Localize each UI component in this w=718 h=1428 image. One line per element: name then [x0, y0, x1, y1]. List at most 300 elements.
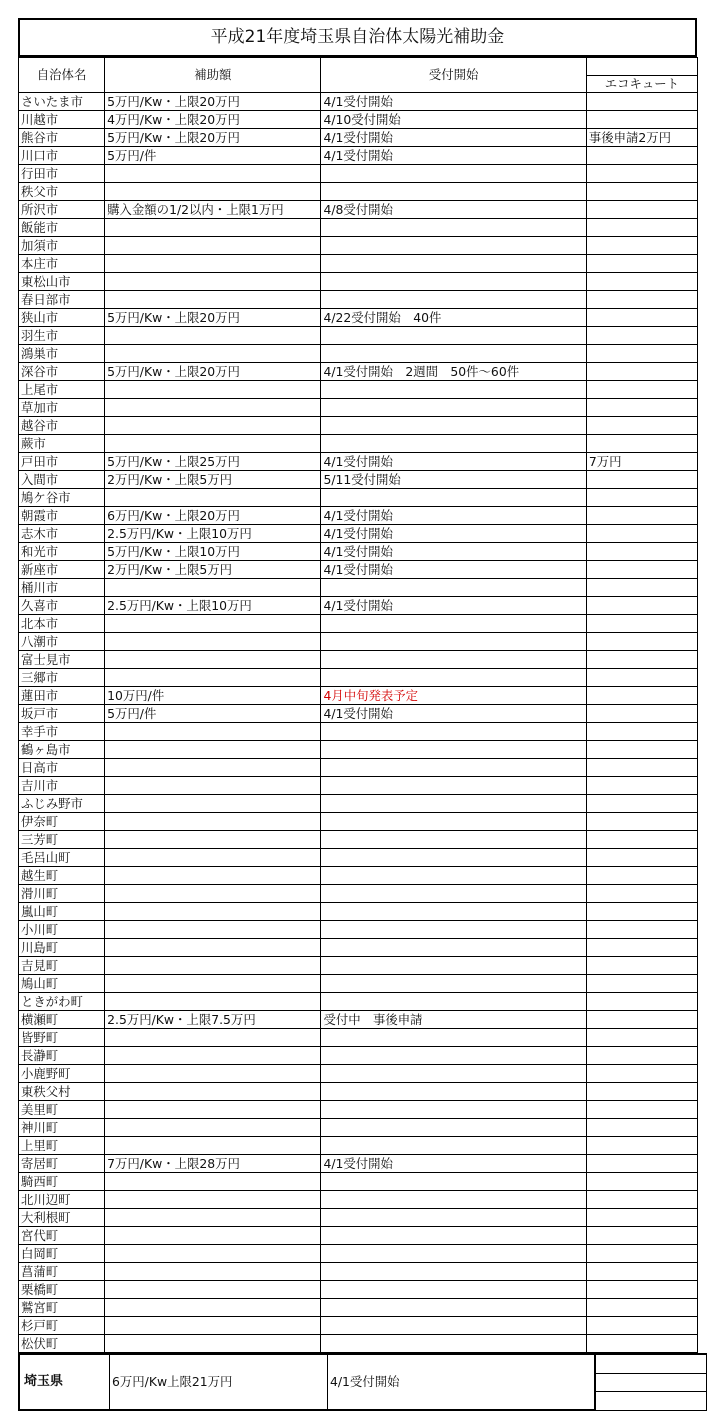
municipality-cell: 上里町 [19, 1137, 105, 1155]
subsidy-cell: 購入金額の1/2以内・上限1万円 [105, 201, 321, 219]
ecocute-cell [586, 93, 697, 111]
header-municipality: 自治体名 [19, 58, 105, 93]
ecocute-cell [586, 435, 697, 453]
reception-cell: 4月中旬発表予定 [321, 687, 586, 705]
municipality-cell: 北本市 [19, 615, 105, 633]
sheet-title: 平成21年度埼玉県自治体太陽光補助金 [18, 18, 697, 57]
ecocute-cell [586, 309, 697, 327]
ecocute-cell [586, 741, 697, 759]
table-row [19, 129, 698, 147]
ecocute-cell [586, 1317, 697, 1335]
reception-cell: 4/1受付開始 [321, 705, 586, 723]
reception-cell [321, 867, 586, 885]
municipality-cell: 富士見市 [19, 651, 105, 669]
reception-cell [321, 1245, 586, 1263]
reception-cell [321, 615, 586, 633]
ecocute-cell [586, 345, 697, 363]
table-row [19, 471, 698, 489]
table-row [19, 1029, 698, 1047]
prefecture-eco [595, 1354, 707, 1410]
subsidy-cell [105, 1065, 321, 1083]
table-row [19, 1245, 698, 1263]
subsidy-cell [105, 1173, 321, 1191]
table-row [19, 309, 698, 327]
municipality-cell: 鶴ヶ島市 [19, 741, 105, 759]
municipality-cell: ふじみ野市 [19, 795, 105, 813]
table-row [19, 1263, 698, 1281]
table-row [19, 1047, 698, 1065]
municipality-cell: 鷲宮町 [19, 1299, 105, 1317]
reception-cell [321, 921, 586, 939]
table-row [19, 183, 698, 201]
ecocute-cell [586, 1299, 697, 1317]
table-row [19, 525, 698, 543]
table-row [19, 777, 698, 795]
reception-cell [321, 1119, 586, 1137]
municipality-cell: 上尾市 [19, 381, 105, 399]
subsidy-cell: 5万円/Kw・上限25万円 [105, 453, 321, 471]
municipality-cell: 越生町 [19, 867, 105, 885]
table-row [19, 957, 698, 975]
table-row [19, 723, 698, 741]
reception-cell [321, 1227, 586, 1245]
municipality-cell: 朝霞市 [19, 507, 105, 525]
ecocute-cell [586, 255, 697, 273]
subsidy-cell: 5万円/Kw・上限20万円 [105, 309, 321, 327]
municipality-cell: 蕨市 [19, 435, 105, 453]
subsidy-cell [105, 417, 321, 435]
ecocute-cell [586, 867, 697, 885]
ecocute-cell [586, 489, 697, 507]
ecocute-cell: 7万円 [586, 453, 697, 471]
ecocute-cell [586, 1227, 697, 1245]
ecocute-cell [586, 1173, 697, 1191]
subsidy-cell: 10万円/件 [105, 687, 321, 705]
table-row [19, 1173, 698, 1191]
subsidy-cell [105, 165, 321, 183]
subsidy-cell [105, 795, 321, 813]
reception-cell [321, 1083, 586, 1101]
reception-cell [321, 1191, 586, 1209]
table-row [19, 543, 698, 561]
municipality-cell: 蓮田市 [19, 687, 105, 705]
municipality-cell: 草加市 [19, 399, 105, 417]
table-row [19, 1317, 698, 1335]
subsidy-cell [105, 885, 321, 903]
municipality-cell: 東秩父村 [19, 1083, 105, 1101]
table-row [19, 219, 698, 237]
subsidy-cell: 5万円/Kw・上限10万円 [105, 543, 321, 561]
table-row [19, 795, 698, 813]
table-row [19, 327, 698, 345]
subsidy-cell [105, 813, 321, 831]
subsidy-cell: 6万円/Kw・上限20万円 [105, 507, 321, 525]
reception-cell [321, 993, 586, 1011]
subsidy-cell: 4万円/Kw・上限20万円 [105, 111, 321, 129]
eco-subcell [596, 1373, 706, 1391]
subsidy-cell [105, 975, 321, 993]
municipality-cell: 嵐山町 [19, 903, 105, 921]
table-row [19, 345, 698, 363]
municipality-cell: 皆野町 [19, 1029, 105, 1047]
subsidy-cell [105, 939, 321, 957]
table-row [19, 507, 698, 525]
ecocute-cell [586, 777, 697, 795]
municipality-cell: さいたま市 [19, 93, 105, 111]
ecocute-cell [586, 417, 697, 435]
subsidy-cell [105, 579, 321, 597]
ecocute-cell [586, 1245, 697, 1263]
subsidy-cell: 5万円/Kw・上限20万円 [105, 129, 321, 147]
reception-cell: 4/1受付開始 [321, 453, 586, 471]
reception-cell [321, 327, 586, 345]
subsidy-cell: 5万円/Kw・上限20万円 [105, 93, 321, 111]
subsidy-cell [105, 381, 321, 399]
ecocute-cell [586, 525, 697, 543]
reception-cell [321, 1065, 586, 1083]
prefecture-row [19, 1354, 707, 1410]
reception-cell [321, 579, 586, 597]
ecocute-cell [586, 543, 697, 561]
ecocute-cell [586, 1263, 697, 1281]
municipality-cell: 栗橋町 [19, 1281, 105, 1299]
reception-cell [321, 795, 586, 813]
municipality-cell: 新座市 [19, 561, 105, 579]
reception-cell: 4/1受付開始 [321, 147, 586, 165]
table-row [19, 1191, 698, 1209]
municipality-cell: 戸田市 [19, 453, 105, 471]
municipality-cell: 小鹿野町 [19, 1065, 105, 1083]
table-row [19, 669, 698, 687]
reception-cell [321, 939, 586, 957]
reception-cell: 4/22受付開始 40件 [321, 309, 586, 327]
table-row [19, 975, 698, 993]
subsidy-cell: 5万円/件 [105, 147, 321, 165]
ecocute-cell [586, 219, 697, 237]
table-row [19, 1083, 698, 1101]
table-row [19, 615, 698, 633]
ecocute-cell [586, 1083, 697, 1101]
table-row [19, 579, 698, 597]
municipality-cell: 八潮市 [19, 633, 105, 651]
municipality-cell: 大利根町 [19, 1209, 105, 1227]
subsidy-cell [105, 1083, 321, 1101]
reception-cell [321, 957, 586, 975]
prefecture-start: 4/1受付開始 [328, 1354, 596, 1410]
table-row [19, 1119, 698, 1137]
municipality-cell: 騎西町 [19, 1173, 105, 1191]
subsidy-cell [105, 957, 321, 975]
ecocute-cell [586, 849, 697, 867]
ecocute-cell [586, 1119, 697, 1137]
subsidy-cell [105, 219, 321, 237]
reception-cell [321, 813, 586, 831]
subsidy-cell [105, 615, 321, 633]
table-row [19, 1101, 698, 1119]
ecocute-cell: 事後申請2万円 [586, 129, 697, 147]
municipality-cell: 鳩山町 [19, 975, 105, 993]
table-row [19, 1155, 698, 1173]
ecocute-cell [586, 705, 697, 723]
municipality-cell: 春日部市 [19, 291, 105, 309]
reception-cell [321, 345, 586, 363]
subsidy-cell [105, 399, 321, 417]
ecocute-cell [586, 111, 697, 129]
ecocute-cell [586, 327, 697, 345]
table-row [19, 1209, 698, 1227]
table-row [19, 705, 698, 723]
subsidy-cell [105, 1317, 321, 1335]
ecocute-cell [586, 615, 697, 633]
subsidy-cell [105, 1335, 321, 1353]
municipality-cell: 宮代町 [19, 1227, 105, 1245]
prefecture-table [18, 1353, 707, 1411]
table-row [19, 93, 698, 111]
ecocute-cell [586, 903, 697, 921]
reception-cell: 4/1受付開始 [321, 129, 586, 147]
reception-cell: 4/1受付開始 [321, 1155, 586, 1173]
eco-subcell [596, 1355, 706, 1373]
municipality-cell: 川越市 [19, 111, 105, 129]
table-row [19, 939, 698, 957]
table-row [19, 633, 698, 651]
ecocute-cell [586, 1137, 697, 1155]
municipality-cell: 三郷市 [19, 669, 105, 687]
municipality-cell: 入間市 [19, 471, 105, 489]
ecocute-cell [586, 885, 697, 903]
subsidy-cell [105, 435, 321, 453]
spreadsheet [18, 18, 698, 1411]
reception-cell [321, 489, 586, 507]
reception-cell [321, 849, 586, 867]
subsidy-cell: 5万円/件 [105, 705, 321, 723]
subsidy-cell: 2.5万円/Kw・上限10万円 [105, 597, 321, 615]
reception-cell: 4/1受付開始 2週間 50件～60件 [321, 363, 586, 381]
municipality-cell: 白岡町 [19, 1245, 105, 1263]
subsidy-cell [105, 1299, 321, 1317]
table-row [19, 435, 698, 453]
table-row [19, 1227, 698, 1245]
table-row [19, 255, 698, 273]
municipality-cell: 川島町 [19, 939, 105, 957]
reception-cell [321, 669, 586, 687]
ecocute-cell [586, 975, 697, 993]
ecocute-cell [586, 1191, 697, 1209]
subsidy-cell [105, 345, 321, 363]
reception-cell [321, 1281, 586, 1299]
reception-cell [321, 759, 586, 777]
subsidy-cell [105, 183, 321, 201]
ecocute-cell [586, 813, 697, 831]
table-row [19, 1335, 698, 1353]
header-ecocute [586, 58, 697, 93]
subsidy-cell [105, 669, 321, 687]
reception-cell [321, 651, 586, 669]
reception-cell [321, 273, 586, 291]
ecocute-cell [586, 147, 697, 165]
subsidy-cell [105, 777, 321, 795]
municipality-cell: 杉戸町 [19, 1317, 105, 1335]
municipality-cell: 三芳町 [19, 831, 105, 849]
ecocute-cell [586, 759, 697, 777]
table-row [19, 687, 698, 705]
ecocute-cell [586, 273, 697, 291]
ecocute-cell [586, 795, 697, 813]
table-row [19, 903, 698, 921]
ecocute-cell [586, 1011, 697, 1029]
reception-cell [321, 183, 586, 201]
subsidy-cell [105, 291, 321, 309]
subsidy-cell [105, 741, 321, 759]
municipality-cell: 羽生市 [19, 327, 105, 345]
subsidy-cell [105, 993, 321, 1011]
ecocute-cell [586, 651, 697, 669]
ecocute-cell [586, 237, 697, 255]
table-row [19, 1281, 698, 1299]
reception-cell [321, 1137, 586, 1155]
reception-cell [321, 1263, 586, 1281]
subsidy-cell [105, 633, 321, 651]
table-row [19, 381, 698, 399]
municipality-cell: 飯能市 [19, 219, 105, 237]
reception-cell [321, 165, 586, 183]
reception-cell [321, 1047, 586, 1065]
ecocute-cell [586, 507, 697, 525]
subsidy-cell [105, 1281, 321, 1299]
reception-cell [321, 1335, 586, 1353]
ecocute-cell [586, 1335, 697, 1353]
ecocute-cell [586, 1101, 697, 1119]
ecocute-cell [586, 1281, 697, 1299]
municipality-cell: 寄居町 [19, 1155, 105, 1173]
prefecture-amount: 6万円/Kw上限21万円 [110, 1354, 328, 1410]
municipality-cell: 坂戸市 [19, 705, 105, 723]
subsidy-cell: 5万円/Kw・上限20万円 [105, 363, 321, 381]
ecocute-cell [586, 921, 697, 939]
reception-cell [321, 435, 586, 453]
ecocute-cell [586, 399, 697, 417]
subsidy-cell: 2万円/Kw・上限5万円 [105, 471, 321, 489]
reception-cell [321, 1173, 586, 1191]
subsidy-cell [105, 1245, 321, 1263]
table-row [19, 111, 698, 129]
reception-cell [321, 399, 586, 417]
municipality-cell: 桶川市 [19, 579, 105, 597]
table-row [19, 237, 698, 255]
municipality-cell: 長瀞町 [19, 1047, 105, 1065]
reception-cell [321, 1101, 586, 1119]
table-row [19, 759, 698, 777]
ecocute-cell [586, 291, 697, 309]
reception-cell [321, 1029, 586, 1047]
table-row [19, 453, 698, 471]
table-row [19, 147, 698, 165]
reception-cell: 4/1受付開始 [321, 93, 586, 111]
reception-cell: 4/1受付開始 [321, 561, 586, 579]
reception-cell [321, 1317, 586, 1335]
subsidy-cell [105, 1227, 321, 1245]
reception-cell [321, 741, 586, 759]
ecocute-cell [586, 939, 697, 957]
ecocute-cell [586, 579, 697, 597]
municipality-cell: 美里町 [19, 1101, 105, 1119]
reception-cell: 4/1受付開始 [321, 525, 586, 543]
subsidy-cell [105, 1137, 321, 1155]
ecocute-cell [586, 957, 697, 975]
municipality-cell: 和光市 [19, 543, 105, 561]
table-row [19, 363, 698, 381]
ecocute-cell [586, 1209, 697, 1227]
table-row [19, 561, 698, 579]
table-row [19, 597, 698, 615]
reception-cell [321, 219, 586, 237]
subsidy-cell [105, 849, 321, 867]
municipality-cell: 日高市 [19, 759, 105, 777]
table-row [19, 651, 698, 669]
ecocute-cell [586, 993, 697, 1011]
reception-cell [321, 975, 586, 993]
reception-cell [321, 255, 586, 273]
table-row [19, 993, 698, 1011]
eco-subcell [596, 1391, 706, 1409]
subsidy-cell: 2.5万円/Kw・上限10万円 [105, 525, 321, 543]
municipality-cell: 吉川市 [19, 777, 105, 795]
subsidy-cell: 2万円/Kw・上限5万円 [105, 561, 321, 579]
municipality-cell: 鴻巣市 [19, 345, 105, 363]
subsidy-cell: 7万円/Kw・上限28万円 [105, 1155, 321, 1173]
municipality-cell: 吉見町 [19, 957, 105, 975]
ecocute-cell [586, 1155, 697, 1173]
municipality-cell: 行田市 [19, 165, 105, 183]
table-row [19, 741, 698, 759]
ecocute-cell [586, 165, 697, 183]
municipality-cell: 所沢市 [19, 201, 105, 219]
subsidy-cell [105, 1029, 321, 1047]
subsidy-cell [105, 1209, 321, 1227]
subsidy-cell [105, 651, 321, 669]
subsidy-cell [105, 237, 321, 255]
reception-cell: 4/1受付開始 [321, 507, 586, 525]
municipality-cell: 滑川町 [19, 885, 105, 903]
subsidy-cell [105, 903, 321, 921]
municipality-cell: 越谷市 [19, 417, 105, 435]
reception-cell [321, 723, 586, 741]
municipality-cell: 久喜市 [19, 597, 105, 615]
municipality-cell: 毛呂山町 [19, 849, 105, 867]
ecocute-cell [586, 471, 697, 489]
ecocute-cell [586, 669, 697, 687]
ecocute-cell [586, 633, 697, 651]
reception-cell [321, 1209, 586, 1227]
prefecture-eco-subcells [596, 1355, 706, 1409]
subsidy-cell [105, 1191, 321, 1209]
reception-cell [321, 1299, 586, 1317]
municipality-cell: 鳩ケ谷市 [19, 489, 105, 507]
reception-cell [321, 885, 586, 903]
subsidy-cell [105, 489, 321, 507]
header-row [19, 58, 698, 93]
municipality-cell: ときがわ町 [19, 993, 105, 1011]
header-reception: 受付開始 [321, 58, 586, 93]
table-row [19, 1137, 698, 1155]
municipality-cell: 深谷市 [19, 363, 105, 381]
reception-cell [321, 237, 586, 255]
municipality-cell: 東松山市 [19, 273, 105, 291]
table-row [19, 417, 698, 435]
reception-cell: 受付中 事後申請 [321, 1011, 586, 1029]
ecocute-cell [586, 831, 697, 849]
reception-cell [321, 381, 586, 399]
